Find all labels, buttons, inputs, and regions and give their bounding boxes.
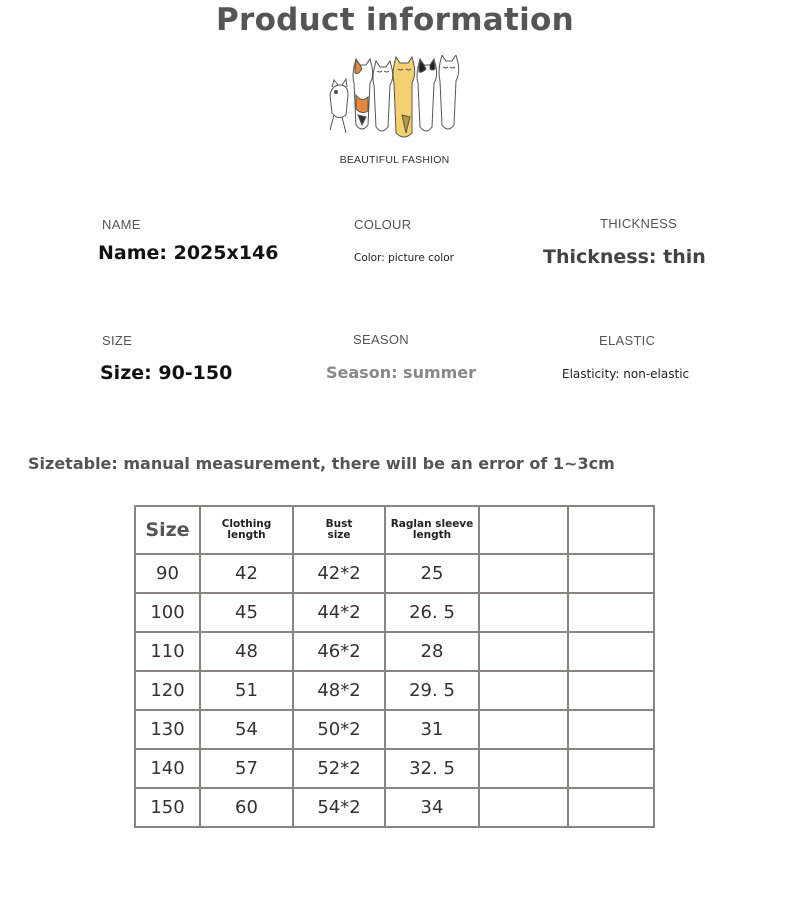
table-cell: 48: [200, 632, 293, 671]
table-cell: [479, 671, 568, 710]
cats-icon: [322, 55, 467, 150]
table-cell: [568, 710, 654, 749]
table-cell: [568, 671, 654, 710]
table-row: [135, 710, 654, 749]
table-header-row: [135, 506, 654, 554]
header-cell: [568, 506, 654, 554]
table-cell: 34: [385, 788, 479, 827]
table-cell: 52*2: [293, 749, 385, 788]
table-cell: 25: [385, 554, 479, 593]
table-cell: 51: [200, 671, 293, 710]
table-cell: 60: [200, 788, 293, 827]
season-label: SEASON: [353, 332, 409, 347]
size-table: [134, 505, 655, 828]
table-cell: 54*2: [293, 788, 385, 827]
table-row: [135, 788, 654, 827]
table-cell: [568, 593, 654, 632]
thickness-value: Thickness: thin: [543, 246, 706, 268]
table-cell: 42*2: [293, 554, 385, 593]
table-row: [135, 593, 654, 632]
elastic-label: ELASTIC: [599, 333, 656, 348]
name-value: Name: 2025x146: [98, 242, 279, 264]
table-cell: 29. 5: [385, 671, 479, 710]
table-cell: 130: [135, 710, 200, 749]
header-cell: Raglan sleeve length: [385, 506, 479, 554]
table-row: [135, 554, 654, 593]
sizetable-note: Sizetable: manual measurement, there will be an error of 1~3cm: [28, 454, 615, 473]
table-cell: 54: [200, 710, 293, 749]
name-label: NAME: [102, 217, 141, 232]
table-cell: [479, 710, 568, 749]
table-cell: 26. 5: [385, 593, 479, 632]
colour-value: Color: picture color: [354, 252, 454, 264]
table-cell: 150: [135, 788, 200, 827]
table-cell: [568, 632, 654, 671]
season-value: Season: summer: [326, 363, 477, 382]
logo-text: BEAUTIFUL FASHION: [339, 154, 450, 166]
table-cell: 28: [385, 632, 479, 671]
size-value: Size: 90-150: [100, 362, 233, 384]
header-cell: Size: [135, 506, 200, 554]
table-cell: 50*2: [293, 710, 385, 749]
header-cell: Bust size: [293, 506, 385, 554]
table-cell: 48*2: [293, 671, 385, 710]
elastic-value: Elasticity: non-elastic: [562, 367, 690, 381]
table-cell: 42: [200, 554, 293, 593]
table-cell: [479, 554, 568, 593]
table-cell: 32. 5: [385, 749, 479, 788]
size-label: SIZE: [102, 333, 133, 348]
brand-logo: [322, 55, 467, 170]
table-cell: 140: [135, 749, 200, 788]
table-cell: [568, 554, 654, 593]
page-title: Product information: [215, 2, 575, 38]
colour-label: COLOUR: [354, 217, 412, 232]
table-row: [135, 749, 654, 788]
table-cell: 44*2: [293, 593, 385, 632]
table-cell: [568, 749, 654, 788]
table-row: [135, 632, 654, 671]
header-cell: [479, 506, 568, 554]
table-cell: [479, 788, 568, 827]
table-cell: 110: [135, 632, 200, 671]
table-cell: 120: [135, 671, 200, 710]
table-cell: 45: [200, 593, 293, 632]
table-cell: 57: [200, 749, 293, 788]
table-cell: 31: [385, 710, 479, 749]
table-cell: 46*2: [293, 632, 385, 671]
table-cell: 100: [135, 593, 200, 632]
table-cell: [479, 632, 568, 671]
thickness-label: THICKNESS: [600, 216, 678, 231]
table-cell: 90: [135, 554, 200, 593]
header-cell: Clothing length: [200, 506, 293, 554]
table-cell: [479, 749, 568, 788]
table-cell: [568, 788, 654, 827]
table-row: [135, 671, 654, 710]
table-cell: [479, 593, 568, 632]
